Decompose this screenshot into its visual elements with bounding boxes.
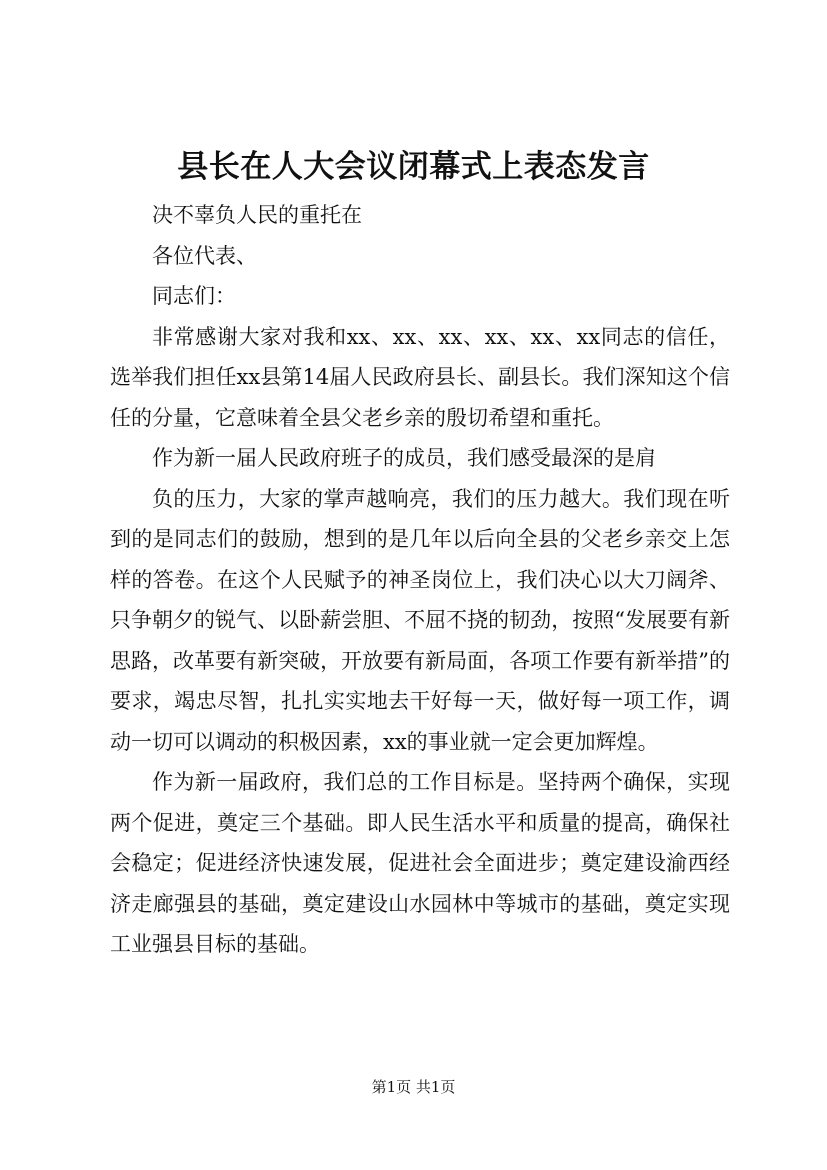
paragraph-2: 作为新一届人民政府班子的成员，我们感受最深的是肩 (152, 446, 656, 470)
salutation-line-2: 同志们： (152, 284, 236, 308)
paragraph-3: 负的压力，大家的掌声越响亮，我们的压力越大。我们现在听到的是同志们的鼓励，想到的是几年以后向全县的父老乡亲交上怎样的答卷。在这个人民赋予的神圣岗位上，我们决心以大刀阔斧、只争朝夕的锐气、以卧薪尝胆、不屈不挠的韧劲，按照“发展要有新思路，改革要有新突破，开放要有新局面，各项工作要有新举措”的要求，竭忠尽智，扎扎实实地去干好每一天，做好每一项工作，调动一切可以调动的积极因素，xx的事业就一定会更加辉煌。 (110, 486, 730, 754)
document-title: 县长在人大会议闭幕式上表态发言 (177, 149, 650, 185)
page-number-footer: 第1页 共1页 (371, 1078, 456, 1096)
salutation-line-1: 各位代表、 (152, 243, 257, 268)
document-body (110, 195, 730, 965)
paragraph-1: 非常感谢大家对我和xx、xx、xx、xx、xx、xx同志的信任，选举我们担任xx县第14届人民政府县长、副县长。我们深知这个信任的分量，它意味着全县父老乡亲的殷切希望和重托。 (110, 324, 730, 430)
subtitle-line: 决不辜负人民的重托在 (152, 203, 362, 227)
paragraph-4: 作为新一届政府，我们总的工作目标是。坚持两个确保，实现两个促进，奠定三个基础。即人民生活水平和质量的提高，确保社会稳定；促进经济快速发展，促进社会全面进步；奠定建设渝西经济走廊强县的基础，奠定建设山水园林中等城市的基础，奠定实现工业强县目标的基础。 (110, 770, 730, 956)
